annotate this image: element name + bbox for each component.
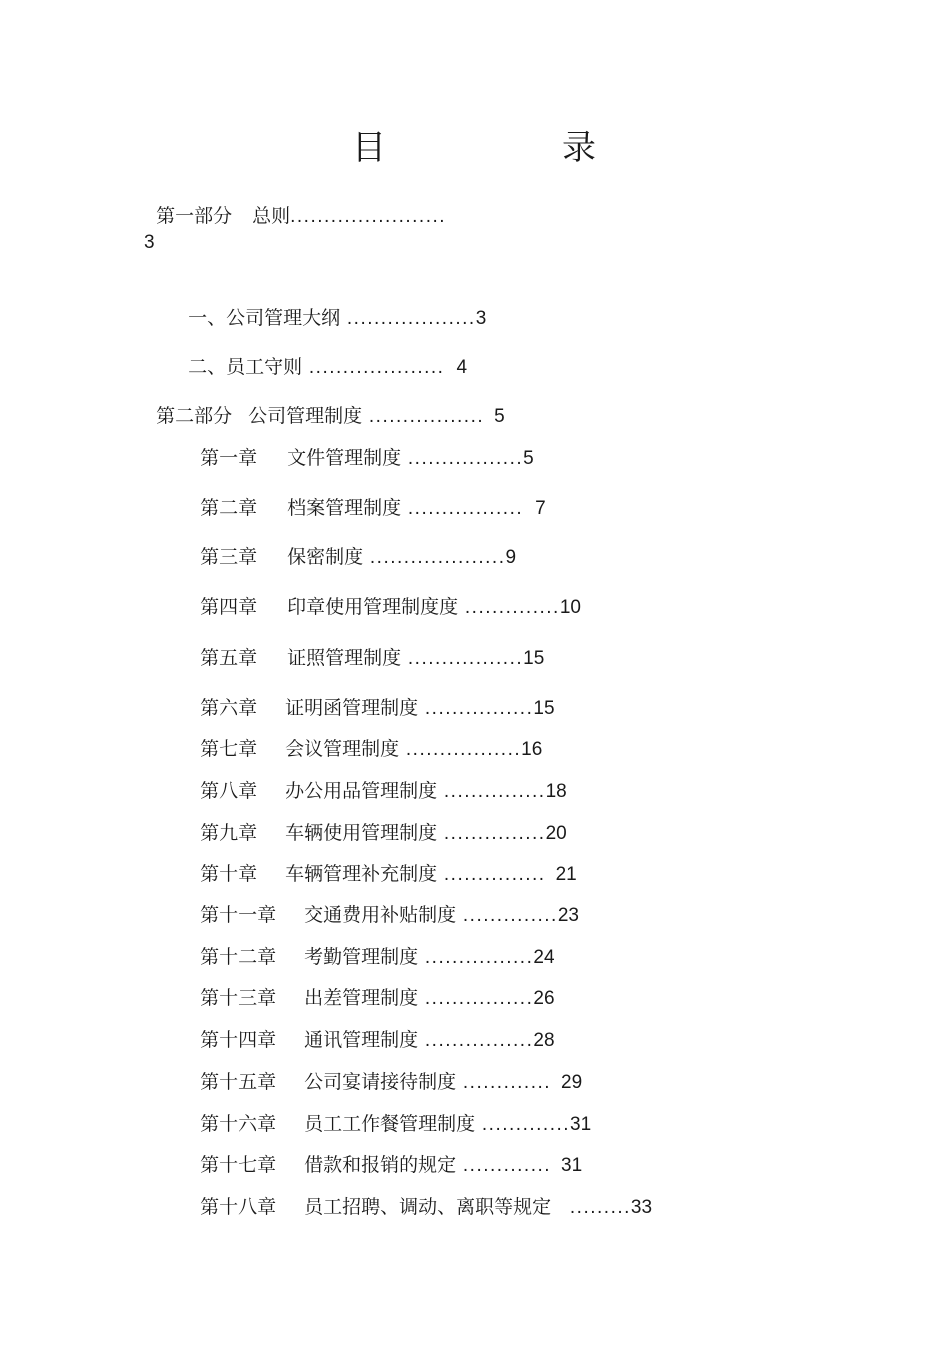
toc-leader-dots: ................. xyxy=(401,498,524,519)
toc-section[interactable] xyxy=(176,331,467,380)
toc-leader-dots: ............. xyxy=(456,1072,552,1093)
toc-chapter[interactable] xyxy=(188,521,516,570)
toc-section[interactable] xyxy=(176,282,486,331)
chapter-name: 车辆使用管理制度 xyxy=(285,822,438,844)
toc-chapter[interactable] xyxy=(188,622,544,671)
chapter-label: 第四章 xyxy=(200,596,258,618)
page-number: 15 xyxy=(523,648,545,669)
page-number: 7 xyxy=(535,498,546,519)
chapter-label: 第十章 xyxy=(200,863,258,885)
chapter-name: 证明函管理制度 xyxy=(285,697,419,719)
chapter-label: 第八章 xyxy=(200,780,258,802)
toc-leader-dots: ................. xyxy=(401,648,524,669)
toc-part-1-page: 3 xyxy=(144,232,155,253)
toc-leader-dots: ................ xyxy=(418,1030,534,1051)
chapter-name: 会议管理制度 xyxy=(285,738,400,760)
chapter-name: 车辆管理补充制度 xyxy=(285,863,438,885)
section-name: 二、员工守则 xyxy=(188,356,303,378)
chapter-name: 借款和报销的规定 xyxy=(304,1154,457,1176)
toc-chapter[interactable] xyxy=(188,422,534,471)
toc-leader-dots: ................ xyxy=(418,947,534,968)
part-name: 总则 xyxy=(252,205,291,227)
chapter-name: 出差管理制度 xyxy=(304,987,419,1009)
toc-leader-dots: ............. xyxy=(475,1114,571,1135)
page-number: 3 xyxy=(475,308,487,329)
toc-chapter[interactable] xyxy=(188,1171,652,1220)
page-number: 10 xyxy=(559,597,581,618)
page-number: 15 xyxy=(533,698,555,719)
toc-leader-dots: ....................... xyxy=(290,206,447,227)
chapter-name: 证照管理制度 xyxy=(287,647,402,669)
part-label: 第二部分 xyxy=(156,405,233,427)
page-number: 23 xyxy=(557,905,579,926)
toc-leader-dots: ............. xyxy=(456,1155,552,1176)
toc-leader-dots: .................... xyxy=(302,357,445,378)
chapter-name: 印章使用管理制度度 xyxy=(287,596,459,618)
page-number: 28 xyxy=(533,1030,555,1051)
page-number: 18 xyxy=(545,781,567,802)
toc-leader-dots: .............. xyxy=(456,905,558,926)
toc-leader-dots: ................. xyxy=(362,406,485,427)
chapter-label: 第一章 xyxy=(200,447,258,469)
toc-leader-dots: ................. xyxy=(401,448,524,469)
chapter-name: 员工工作餐管理制度 xyxy=(304,1113,476,1135)
section-name: 一、公司管理大纲 xyxy=(188,307,341,329)
toc-part-1[interactable] xyxy=(144,180,446,229)
page-number: 16 xyxy=(521,739,543,760)
page-number: 21 xyxy=(555,864,577,885)
chapter-label: 第十五章 xyxy=(200,1071,277,1093)
part-label: 第一部分 xyxy=(156,205,233,227)
chapter-name: 保密制度 xyxy=(287,546,364,568)
page-number: 31 xyxy=(570,1114,592,1135)
chapter-name: 公司宴请接待制度 xyxy=(304,1071,457,1093)
toc-leader-dots: ............... xyxy=(437,781,546,802)
toc-title-char-1: 目 xyxy=(352,128,386,168)
page-number: 4 xyxy=(456,357,468,378)
chapter-name: 交通费用补贴制度 xyxy=(304,904,457,926)
toc-chapter[interactable] xyxy=(188,571,581,620)
page-number: 5 xyxy=(494,406,505,427)
toc-leader-dots: ................. xyxy=(399,739,522,760)
chapter-name: 通讯管理制度 xyxy=(304,1029,419,1051)
page-number: 29 xyxy=(561,1072,583,1093)
chapter-name: 员工招聘、调动、离职等规定 xyxy=(304,1196,552,1218)
chapter-label: 第十四章 xyxy=(200,1029,277,1051)
chapter-label: 第十六章 xyxy=(200,1113,277,1135)
chapter-label: 第十二章 xyxy=(200,946,277,968)
toc-leader-dots: ................... xyxy=(340,308,476,329)
toc-leader-dots: .................... xyxy=(363,547,506,568)
chapter-label: 第二章 xyxy=(200,497,258,519)
page-number: 26 xyxy=(533,988,555,1009)
page-number: 20 xyxy=(545,823,567,844)
page-number: 24 xyxy=(533,947,555,968)
toc-leader-dots: .............. xyxy=(458,597,560,618)
toc-chapter[interactable] xyxy=(188,472,546,521)
chapter-label: 第六章 xyxy=(200,697,258,719)
toc-leader-dots: ......... xyxy=(563,1197,631,1218)
chapter-label: 第三章 xyxy=(200,546,258,568)
toc-leader-dots: ............... xyxy=(437,864,546,885)
toc-title-char-2: 录 xyxy=(562,128,596,168)
page-number: 5 xyxy=(523,448,534,469)
chapter-label: 第十七章 xyxy=(200,1154,277,1176)
page-number: 31 xyxy=(561,1155,583,1176)
chapter-label: 第七章 xyxy=(200,738,258,760)
toc-leader-dots: ............... xyxy=(437,823,546,844)
chapter-label: 第十八章 xyxy=(200,1196,277,1218)
part-name: 公司管理制度 xyxy=(248,405,363,427)
page-number: 33 xyxy=(630,1197,653,1218)
chapter-name: 办公用品管理制度 xyxy=(285,780,438,802)
chapter-label: 第九章 xyxy=(200,822,258,844)
chapter-name: 考勤管理制度 xyxy=(304,946,419,968)
chapter-name: 档案管理制度 xyxy=(287,497,402,519)
page-number: 9 xyxy=(505,547,517,568)
toc-leader-dots: ................ xyxy=(418,988,534,1009)
chapter-name: 文件管理制度 xyxy=(287,447,402,469)
chapter-label: 第十一章 xyxy=(200,904,277,926)
chapter-label: 第五章 xyxy=(200,647,258,669)
chapter-label: 第十三章 xyxy=(200,987,277,1009)
toc-leader-dots: ................ xyxy=(418,698,534,719)
